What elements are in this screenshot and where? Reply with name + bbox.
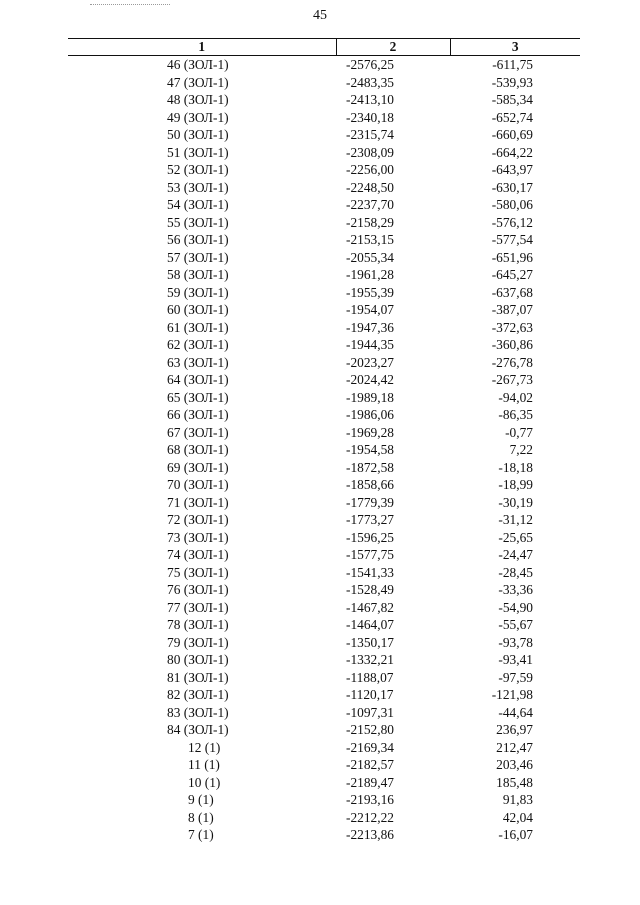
x-coordinate-cell: -1467,82 — [346, 599, 394, 615]
column-header-3: 3 — [450, 39, 580, 56]
point-id-cell: 53 (ЗОЛ-1) — [167, 179, 229, 195]
y-coordinate-cell: -30,19 — [498, 494, 533, 510]
point-id-cell: 74 (ЗОЛ-1) — [167, 547, 229, 562]
point-id-cell: 82 (ЗОЛ-1) — [167, 687, 229, 702]
x-coordinate-cell: -1955,39 — [346, 284, 394, 300]
y-coordinate-cell: -93,41 — [498, 652, 533, 667]
point-id-cell: 9 (1) — [188, 792, 214, 807]
point-id-cell: 76 (ЗОЛ-1) — [167, 582, 229, 597]
table-row — [68, 756, 580, 774]
table-row — [68, 476, 580, 494]
column-header-1: 1 — [68, 39, 336, 56]
table-row — [68, 371, 580, 389]
coordinates-table — [68, 38, 580, 844]
y-coordinate-cell: -16,07 — [498, 827, 533, 842]
x-coordinate-cell: -2153,15 — [346, 232, 394, 247]
y-coordinate-cell: -637,68 — [491, 284, 533, 300]
y-coordinate-cell: -86,35 — [498, 407, 533, 422]
table-row — [68, 686, 580, 704]
table-row — [68, 651, 580, 669]
table-row — [68, 214, 580, 232]
table-row — [68, 721, 580, 739]
page-number: 45 — [313, 8, 327, 23]
x-coordinate-cell: -1954,58 — [346, 442, 394, 457]
point-id-cell: 66 (ЗОЛ-1) — [167, 407, 229, 422]
point-id-cell: 73 (ЗОЛ-1) — [167, 529, 229, 545]
table-row — [68, 599, 580, 617]
x-coordinate-cell: -2193,16 — [346, 792, 394, 807]
point-id-cell: 54 (ЗОЛ-1) — [167, 197, 229, 212]
table-row — [68, 826, 580, 844]
x-coordinate-cell: -1541,33 — [346, 564, 394, 580]
point-id-cell: 11 (1) — [188, 757, 220, 772]
x-coordinate-cell: -2152,80 — [346, 722, 394, 737]
y-coordinate-cell: -664,22 — [491, 144, 533, 160]
point-id-cell: 55 (ЗОЛ-1) — [167, 214, 229, 230]
table-row — [68, 564, 580, 582]
point-id-cell: 77 (ЗОЛ-1) — [167, 599, 229, 615]
table-row — [68, 109, 580, 127]
y-coordinate-cell: -55,67 — [498, 617, 533, 632]
y-coordinate-cell: -539,93 — [491, 74, 533, 90]
table-row — [68, 441, 580, 459]
table-row — [68, 74, 580, 92]
table-row — [68, 581, 580, 599]
point-id-cell: 58 (ЗОЛ-1) — [167, 267, 229, 282]
table-row — [68, 249, 580, 267]
x-coordinate-cell: -1773,27 — [346, 512, 394, 527]
table-row — [68, 459, 580, 477]
table-row — [68, 511, 580, 529]
y-coordinate-cell: -25,65 — [498, 529, 533, 545]
y-coordinate-cell: -18,99 — [498, 477, 533, 492]
table-row — [68, 336, 580, 354]
table-row — [68, 91, 580, 109]
point-id-cell: 57 (ЗОЛ-1) — [167, 249, 229, 265]
x-coordinate-cell: -2024,42 — [346, 372, 394, 387]
table-row — [68, 809, 580, 827]
point-id-cell: 78 (ЗОЛ-1) — [167, 617, 229, 632]
point-id-cell: 63 (ЗОЛ-1) — [167, 354, 229, 370]
x-coordinate-cell: -1986,06 — [346, 407, 394, 422]
table-row — [68, 266, 580, 284]
x-coordinate-cell: -1858,66 — [346, 477, 394, 492]
table-row — [68, 669, 580, 687]
table-row — [68, 144, 580, 162]
y-coordinate-cell: -93,78 — [498, 634, 533, 650]
x-coordinate-cell: -2315,74 — [346, 127, 394, 142]
x-coordinate-cell: -2256,00 — [346, 162, 394, 177]
x-coordinate-cell: -2576,25 — [346, 57, 394, 72]
x-coordinate-cell: -2182,57 — [346, 757, 394, 772]
table-row — [68, 179, 580, 197]
x-coordinate-cell: -1872,58 — [346, 459, 394, 475]
y-coordinate-cell: -33,36 — [498, 582, 533, 597]
y-coordinate-cell: 42,04 — [502, 809, 533, 825]
table-row — [68, 126, 580, 144]
y-coordinate-cell: -645,27 — [491, 267, 533, 282]
point-id-cell: 10 (1) — [188, 774, 221, 790]
x-coordinate-cell: -2248,50 — [346, 179, 394, 195]
table-row — [68, 791, 580, 809]
y-coordinate-cell: -54,90 — [498, 599, 533, 615]
x-coordinate-cell: -1596,25 — [346, 529, 394, 545]
x-coordinate-cell: -2340,18 — [346, 109, 394, 125]
table-row — [68, 161, 580, 179]
y-coordinate-cell: -630,17 — [491, 179, 533, 195]
y-coordinate-cell: -94,02 — [498, 389, 533, 405]
point-id-cell: 75 (ЗОЛ-1) — [167, 564, 229, 580]
point-id-cell: 46 (ЗОЛ-1) — [167, 57, 229, 72]
point-id-cell: 68 (ЗОЛ-1) — [167, 442, 229, 457]
y-coordinate-cell: 236,97 — [496, 722, 533, 737]
x-coordinate-cell: -1944,35 — [346, 337, 394, 352]
y-coordinate-cell: -276,78 — [491, 354, 533, 370]
y-coordinate-cell: 203,46 — [496, 757, 533, 772]
table-row — [68, 231, 580, 249]
y-coordinate-cell: -387,07 — [491, 302, 533, 317]
table-body — [68, 56, 580, 844]
x-coordinate-cell: -2055,34 — [346, 249, 394, 265]
x-coordinate-cell: -2413,10 — [346, 92, 394, 107]
x-coordinate-cell: -1528,49 — [346, 582, 394, 597]
point-id-cell: 7 (1) — [188, 827, 214, 842]
point-id-cell: 84 (ЗОЛ-1) — [167, 722, 229, 737]
table-row — [68, 529, 580, 547]
y-coordinate-cell: -652,74 — [491, 109, 533, 125]
y-coordinate-cell: -651,96 — [491, 249, 533, 265]
x-coordinate-cell: -2023,27 — [346, 354, 394, 370]
point-id-cell: 47 (ЗОЛ-1) — [167, 74, 229, 90]
x-coordinate-cell: -2308,09 — [346, 144, 394, 160]
x-coordinate-cell: -2213,86 — [346, 827, 394, 842]
y-coordinate-cell: -121,98 — [491, 687, 533, 702]
y-coordinate-cell: -577,54 — [491, 232, 533, 247]
y-coordinate-cell: -576,12 — [491, 214, 533, 230]
x-coordinate-cell: -2169,34 — [346, 739, 394, 755]
x-coordinate-cell: -2483,35 — [346, 74, 394, 90]
point-id-cell: 72 (ЗОЛ-1) — [167, 512, 229, 527]
y-coordinate-cell: -44,64 — [498, 704, 533, 720]
point-id-cell: 62 (ЗОЛ-1) — [167, 337, 229, 352]
table-row — [68, 616, 580, 634]
y-coordinate-cell: -580,06 — [491, 197, 533, 212]
y-coordinate-cell: 91,83 — [502, 792, 533, 807]
table-row — [68, 284, 580, 302]
y-coordinate-cell: 185,48 — [496, 774, 533, 790]
point-id-cell: 50 (ЗОЛ-1) — [167, 127, 229, 142]
x-coordinate-cell: -2212,22 — [346, 809, 394, 825]
y-coordinate-cell: -0,77 — [505, 424, 533, 440]
table-row — [68, 319, 580, 337]
x-coordinate-cell: -2189,47 — [346, 774, 394, 790]
point-id-cell: 56 (ЗОЛ-1) — [167, 232, 229, 247]
table-row — [68, 546, 580, 564]
y-coordinate-cell: -24,47 — [498, 547, 533, 562]
point-id-cell: 12 (1) — [188, 739, 221, 755]
y-coordinate-cell: 212,47 — [496, 739, 533, 755]
x-coordinate-cell: -1097,31 — [346, 704, 394, 720]
point-id-cell: 81 (ЗОЛ-1) — [167, 669, 229, 685]
x-coordinate-cell: -1947,36 — [346, 319, 394, 335]
point-id-cell: 49 (ЗОЛ-1) — [167, 109, 229, 125]
point-id-cell: 51 (ЗОЛ-1) — [167, 144, 229, 160]
x-coordinate-cell: -1188,07 — [346, 669, 394, 685]
table-row — [68, 424, 580, 442]
x-coordinate-cell: -2237,70 — [346, 197, 394, 212]
table-row — [68, 739, 580, 757]
table-row — [68, 196, 580, 214]
table-row — [68, 56, 580, 74]
x-coordinate-cell: -1577,75 — [346, 547, 394, 562]
y-coordinate-cell: -611,75 — [492, 57, 533, 72]
y-coordinate-cell: -97,59 — [498, 669, 533, 685]
x-coordinate-cell: -1954,07 — [346, 302, 394, 317]
point-id-cell: 67 (ЗОЛ-1) — [167, 424, 229, 440]
y-coordinate-cell: -28,45 — [498, 564, 533, 580]
point-id-cell: 64 (ЗОЛ-1) — [167, 372, 229, 387]
x-coordinate-cell: -1350,17 — [346, 634, 394, 650]
table-row — [68, 494, 580, 512]
x-coordinate-cell: -1961,28 — [346, 267, 394, 282]
table-row — [68, 301, 580, 319]
y-coordinate-cell: -660,69 — [491, 127, 533, 142]
point-id-cell: 83 (ЗОЛ-1) — [167, 704, 229, 720]
table-row — [68, 704, 580, 722]
y-coordinate-cell: -643,97 — [491, 162, 533, 177]
point-id-cell: 8 (1) — [188, 809, 214, 825]
table-row — [68, 406, 580, 424]
table-row — [68, 389, 580, 407]
x-coordinate-cell: -1989,18 — [346, 389, 394, 405]
x-coordinate-cell: -1969,28 — [346, 424, 394, 440]
point-id-cell: 69 (ЗОЛ-1) — [167, 459, 229, 475]
point-id-cell: 59 (ЗОЛ-1) — [167, 284, 229, 300]
table-row — [68, 354, 580, 372]
point-id-cell: 70 (ЗОЛ-1) — [167, 477, 229, 492]
y-coordinate-cell: -360,86 — [491, 337, 533, 352]
y-coordinate-cell: -267,73 — [491, 372, 533, 387]
point-id-cell: 71 (ЗОЛ-1) — [167, 494, 229, 510]
column-header-2: 2 — [336, 39, 450, 56]
point-id-cell: 61 (ЗОЛ-1) — [167, 319, 229, 335]
point-id-cell: 79 (ЗОЛ-1) — [167, 634, 229, 650]
x-coordinate-cell: -1464,07 — [346, 617, 394, 632]
y-coordinate-cell: -18,18 — [498, 459, 533, 475]
point-id-cell: 48 (ЗОЛ-1) — [167, 92, 229, 107]
x-coordinate-cell: -2158,29 — [346, 214, 394, 230]
point-id-cell: 52 (ЗОЛ-1) — [167, 162, 229, 177]
y-coordinate-cell: -31,12 — [498, 512, 533, 527]
point-id-cell: 60 (ЗОЛ-1) — [167, 302, 229, 317]
table-row — [68, 774, 580, 792]
point-id-cell: 65 (ЗОЛ-1) — [167, 389, 229, 405]
y-coordinate-cell: -585,34 — [491, 92, 533, 107]
y-coordinate-cell: 7,22 — [509, 442, 533, 457]
y-coordinate-cell: -372,63 — [491, 319, 533, 335]
point-id-cell: 80 (ЗОЛ-1) — [167, 652, 229, 667]
table-row — [68, 634, 580, 652]
x-coordinate-cell: -1332,21 — [346, 652, 394, 667]
table-header-row — [68, 39, 580, 56]
x-coordinate-cell: -1120,17 — [346, 687, 394, 702]
x-coordinate-cell: -1779,39 — [346, 494, 394, 510]
